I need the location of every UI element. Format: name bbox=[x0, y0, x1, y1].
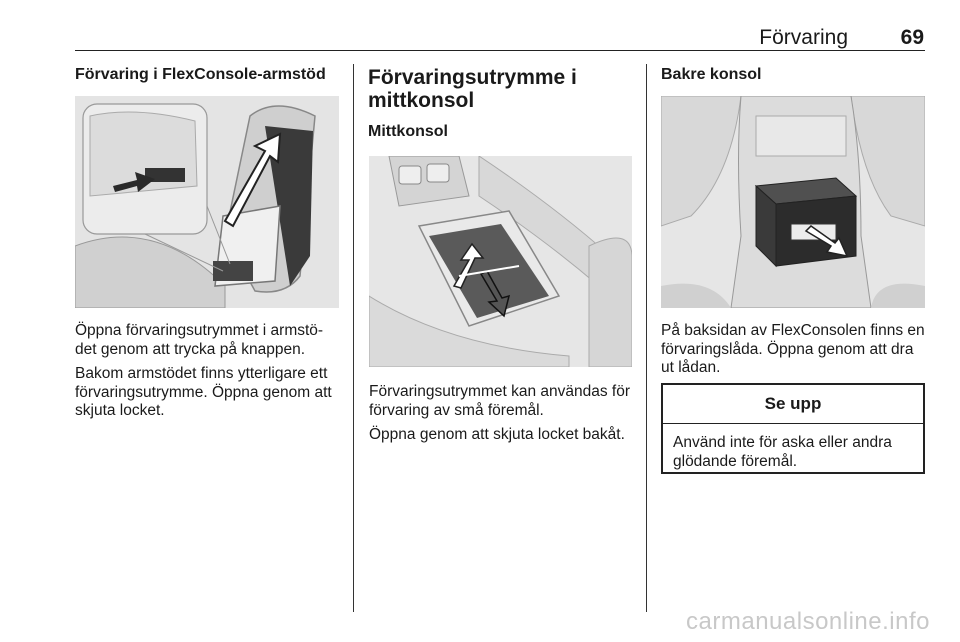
armrest-para-1: Öppna förvaringsutrymmet i armstö-det genom att trycka på knappen. bbox=[75, 322, 324, 358]
subheading-center-console: Mittkonsol bbox=[368, 123, 448, 140]
column-1 bbox=[75, 66, 341, 84]
running-header-title: Förvaring bbox=[759, 26, 848, 49]
header-rule bbox=[75, 50, 925, 51]
center-console-para-1: Förvaringsutrymmet kan användas för förvaring av små föremål. bbox=[369, 383, 631, 419]
column-2 bbox=[368, 66, 638, 141]
section-heading-center-console: Förvaringsutrymme i mittkonsol bbox=[368, 66, 577, 112]
rear-console-para-1: På baksidan av FlexConsolen finns en förvaringslåda. Öppna genom att dra ut lådan. bbox=[661, 322, 925, 376]
column-divider-1 bbox=[353, 64, 354, 612]
column-2-text bbox=[369, 383, 641, 445]
footer-watermark: carmanualsonline.info bbox=[686, 608, 930, 635]
armrest-para-2: Bakom armstödet finns ytterligare ett förvaringsutrymme. Öppna genom att skjuta locket. bbox=[75, 365, 332, 419]
center-console-para-2: Öppna genom att skjuta locket bakåt. bbox=[369, 426, 625, 443]
center-console-illustration bbox=[369, 156, 632, 367]
column-1-text bbox=[75, 322, 341, 421]
section-heading-rear-console: Bakre konsol bbox=[661, 66, 762, 83]
column-3-text bbox=[661, 322, 927, 378]
figure-armrest bbox=[75, 96, 339, 308]
column-3 bbox=[661, 66, 925, 84]
armrest-illustration bbox=[75, 96, 339, 308]
page-number: 69 bbox=[900, 26, 924, 49]
caution-body: Använd inte för aska eller andra glödande föremål. bbox=[673, 434, 892, 470]
column-divider-2 bbox=[646, 64, 647, 612]
figure-center-console bbox=[369, 156, 632, 367]
caution-title: Se upp bbox=[663, 385, 923, 424]
section-heading-armrest: Förvaring i FlexConsole-armstöd bbox=[75, 66, 326, 83]
rear-console-illustration bbox=[661, 96, 925, 308]
figure-rear-console bbox=[661, 96, 925, 308]
caution-box bbox=[661, 383, 925, 474]
